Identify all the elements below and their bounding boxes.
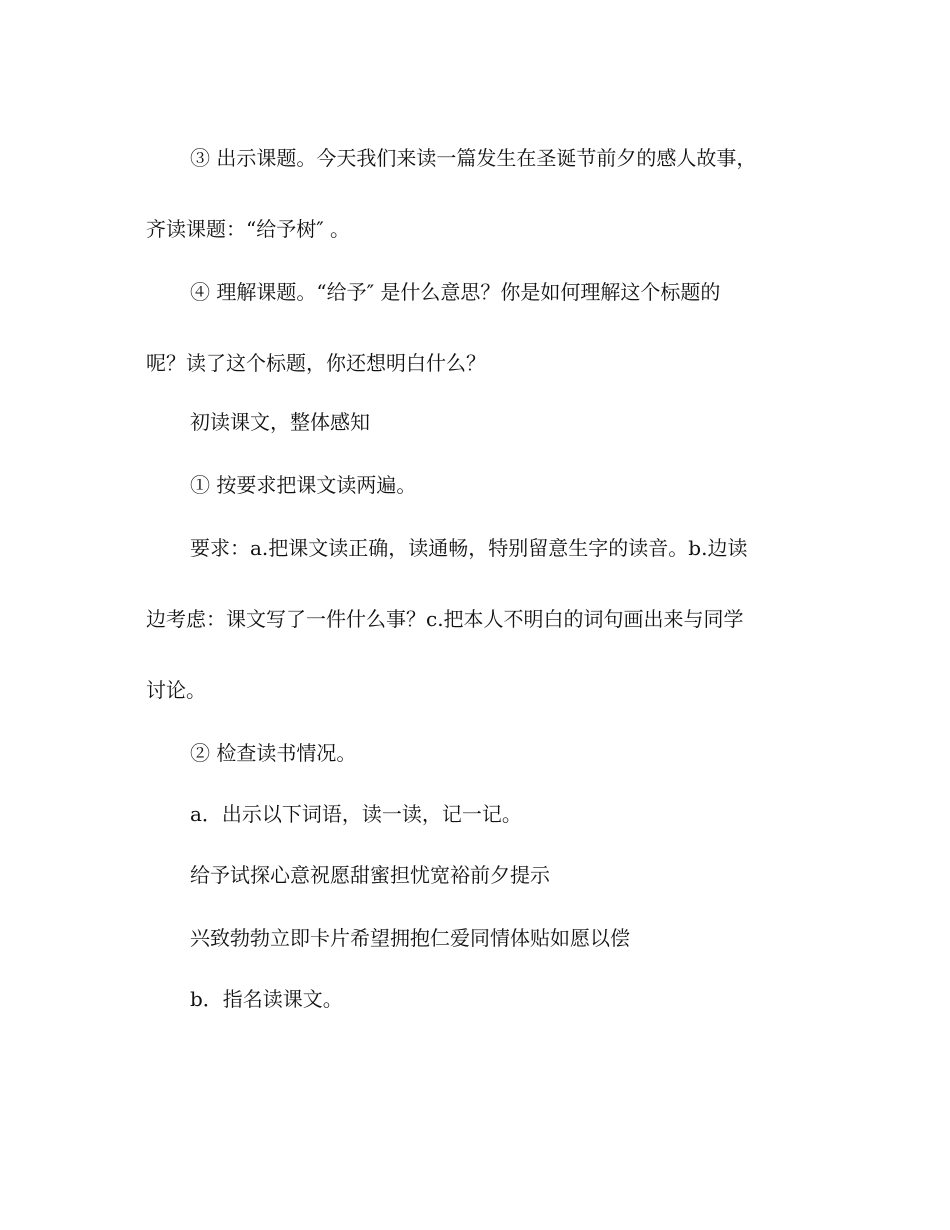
paragraph-line-3: ④ 理解课题。“给予″ 是什么意思？你是如何理解这个标题的 bbox=[190, 280, 721, 304]
vocabulary-line-1: 给予试探心意祝愿甜蜜担忧宽裕前夕提示 bbox=[190, 863, 550, 887]
paragraph-line-1: ③ 出示课题。今天我们来读一篇发生在圣诞节前夕的感人故事， bbox=[190, 146, 757, 170]
paragraph-line-7: 要求：a.把课文读正确，读通畅，特别留意生字的读音。b.边读 bbox=[190, 536, 748, 560]
paragraph-line-10: ② 检查读书情况。 bbox=[190, 741, 357, 765]
paragraph-line-4: 呢？读了这个标题，你还想明白什么？ bbox=[146, 351, 486, 375]
paragraph-line-14: b．指名读课文。 bbox=[190, 987, 343, 1011]
paragraph-line-9: 讨论。 bbox=[146, 678, 206, 702]
section-heading: 初读课文，整体感知 bbox=[190, 410, 370, 434]
paragraph-line-8: 边考虑：课文写了一件什么事？c.把本人不明白的词句画出来与同学 bbox=[146, 607, 744, 631]
paragraph-line-2: 齐读课题：“给予树″ 。 bbox=[146, 217, 351, 241]
paragraph-line-11: a．出示以下词语，读一读，记一记。 bbox=[190, 802, 522, 826]
paragraph-line-6: ① 按要求把课文读两遍。 bbox=[190, 473, 417, 497]
vocabulary-line-2: 兴致勃勃立即卡片希望拥抱仁爱同情体贴如愿以偿 bbox=[190, 926, 630, 950]
